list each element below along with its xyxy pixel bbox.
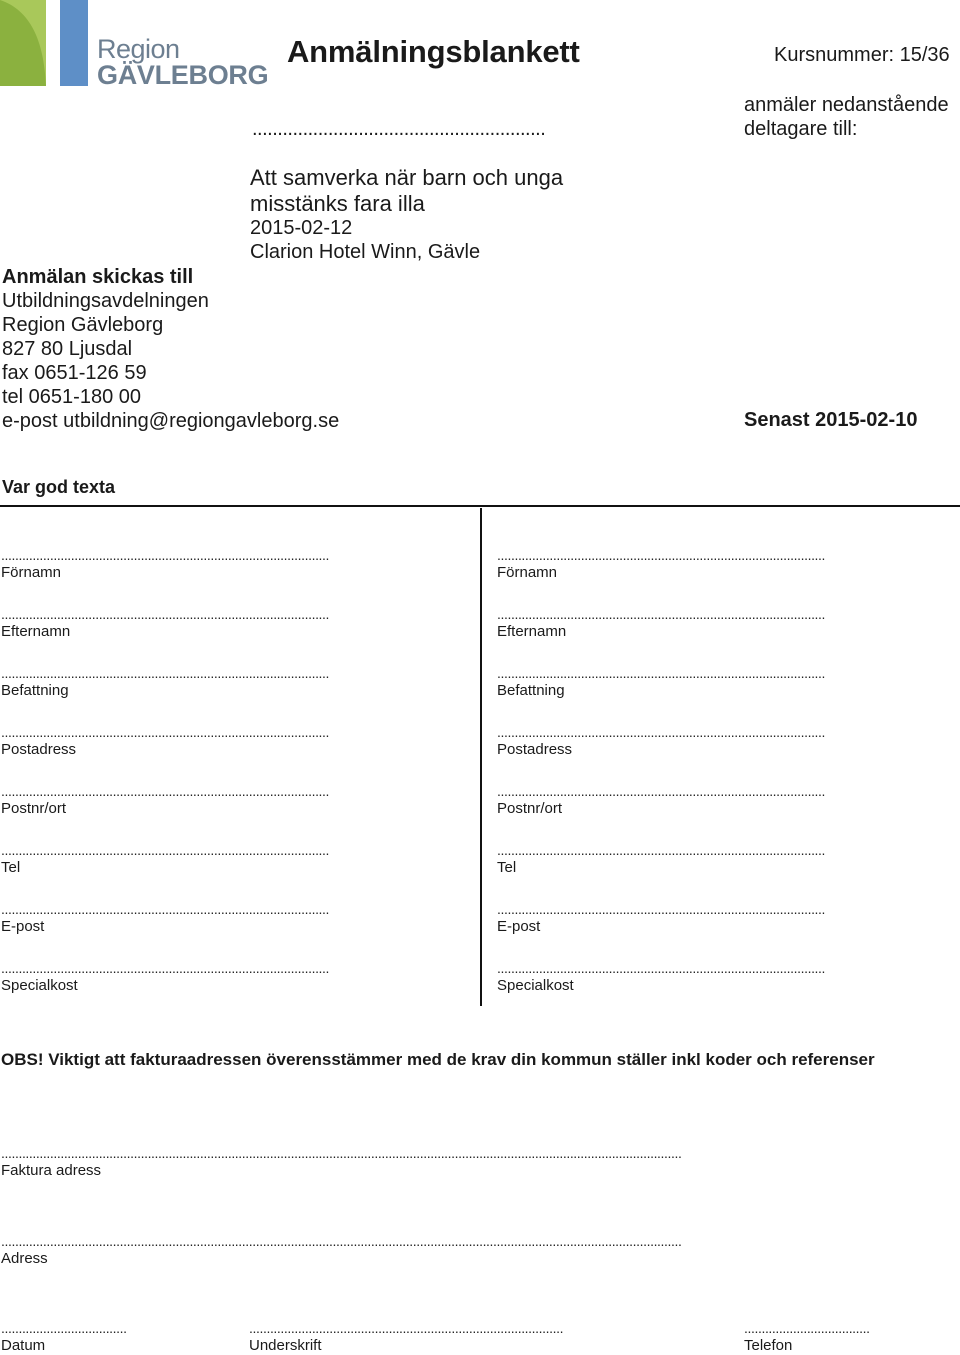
- participant-1-fields: [1, 548, 451, 1020]
- field-label: Tel: [1, 859, 21, 876]
- field-label: Efternamn: [497, 623, 567, 640]
- fill-line[interactable]: ..........................................................................................: [249, 1321, 564, 1335]
- field-label: Efternamn: [1, 623, 71, 640]
- field-label: Postadress: [1, 741, 77, 758]
- region-gavleborg-logo: [0, 0, 269, 92]
- field-label: E-post: [1, 918, 45, 935]
- phone-field[interactable]: [497, 843, 947, 902]
- first-name-field[interactable]: [1, 548, 451, 607]
- field-label: Befattning: [1, 682, 69, 699]
- field-label: Förnamn: [497, 564, 558, 581]
- position-field[interactable]: [497, 666, 947, 725]
- course-name: Att samverka när barn och unga misstänks fara illa: [250, 165, 564, 216]
- field-label: Specialkost: [1, 977, 78, 994]
- form-title: Anmälningsblankett: [287, 34, 580, 69]
- logo-mark-icon: [0, 0, 92, 90]
- instruction-text: Var god texta: [2, 477, 116, 497]
- fill-line[interactable]: ..............................................................................................: [497, 666, 826, 680]
- invoice-notice: OBS! Viktigt att fakturaadressen överensstämmer med de krav din kommun ställer inkl koder och referenser: [1, 1050, 875, 1069]
- email-field[interactable]: [1, 902, 451, 961]
- position-field[interactable]: [1, 666, 451, 725]
- fill-line[interactable]: ..............................................................................................: [1, 548, 330, 562]
- field-label: Postnr/ort: [497, 800, 563, 817]
- course-place: Clarion Hotel Winn, Gävle: [250, 241, 481, 263]
- fill-line[interactable]: ..............................................................................................: [497, 725, 826, 739]
- field-label: Postadress: [497, 741, 573, 758]
- first-name-field[interactable]: [497, 548, 947, 607]
- field-label: E-post: [497, 918, 541, 935]
- deadline: Senast 2015-02-10: [744, 409, 918, 431]
- fill-line[interactable]: ..............................................................................................: [497, 843, 826, 857]
- field-label: Tel: [497, 859, 517, 876]
- fill-line[interactable]: ....................................: [744, 1321, 870, 1335]
- fill-line[interactable]: ..............................................................................................: [1, 843, 330, 857]
- special-diet-field[interactable]: [1, 961, 451, 1020]
- divider-horizontal: [0, 505, 960, 507]
- fill-line[interactable]: ..............................................................................................: [1, 961, 330, 975]
- fill-line[interactable]: ..............................................................................................: [497, 784, 826, 798]
- postcode-city-field[interactable]: [1, 784, 451, 843]
- course-date: 2015-02-12: [250, 217, 353, 239]
- fill-line[interactable]: ..............................................................................................: [1, 902, 330, 916]
- logo-gavleborg-text: GÄVLEBORG: [97, 60, 269, 90]
- field-label: Specialkost: [497, 977, 574, 994]
- send-to-line: fax 0651-126 59: [2, 362, 147, 384]
- fill-line[interactable]: ...................................................................................................................................................................................................: [1, 1234, 682, 1248]
- date-field[interactable]: [1, 1321, 161, 1355]
- send-to-line: Utbildningsavdelningen: [2, 290, 209, 312]
- fill-line[interactable]: ....................................: [1, 1321, 127, 1335]
- field-label: Faktura adress: [1, 1162, 102, 1179]
- fill-line[interactable]: ..............................................................................................: [1, 607, 330, 621]
- participant-2-fields: [497, 548, 947, 1020]
- fill-line[interactable]: ..............................................................................................: [1, 666, 330, 680]
- last-name-field[interactable]: [497, 607, 947, 666]
- postal-address-field[interactable]: [1, 725, 451, 784]
- postal-address-field[interactable]: [497, 725, 947, 784]
- field-label: Telefon: [744, 1337, 793, 1354]
- field-label: Adress: [1, 1250, 48, 1267]
- email-field[interactable]: [497, 902, 947, 961]
- fill-line[interactable]: ..............................................................................................: [497, 548, 826, 562]
- field-label: Förnamn: [1, 564, 62, 581]
- special-diet-field[interactable]: [497, 961, 947, 1020]
- postcode-city-field[interactable]: [497, 784, 947, 843]
- send-to-heading: Anmälan skickas till: [2, 266, 194, 288]
- send-to-line: 827 80 Ljusdal: [2, 338, 133, 360]
- registers-text: anmäler nedanstående deltagare till:: [744, 94, 949, 140]
- field-label: Datum: [1, 1337, 46, 1354]
- divider-vertical: [480, 508, 482, 1006]
- last-name-field[interactable]: [1, 607, 451, 666]
- phone-field[interactable]: [1, 843, 451, 902]
- fill-line[interactable]: ..............................................................................................: [497, 607, 826, 621]
- signature-field[interactable]: [249, 1321, 669, 1355]
- phone-signature-field[interactable]: [744, 1321, 944, 1355]
- field-label: Postnr/ort: [1, 800, 67, 817]
- field-label: Underskrift: [249, 1337, 322, 1354]
- send-to-line: tel 0651-180 00: [2, 386, 142, 408]
- fill-line[interactable]: ..............................................................................................: [1, 784, 330, 798]
- fill-line[interactable]: ...................................................................................................................................................................................................: [1, 1146, 682, 1160]
- fill-line[interactable]: ..............................................................................................: [497, 902, 826, 916]
- fill-line[interactable]: ..............................................................................................: [497, 961, 826, 975]
- address-field[interactable]: [1, 1234, 946, 1268]
- field-label: Befattning: [497, 682, 565, 699]
- organization-field[interactable]: ..........................................................: [252, 118, 546, 140]
- course-number: Kursnummer: 15/36: [774, 44, 950, 66]
- send-to-line: Region Gävleborg: [2, 314, 164, 336]
- fill-line[interactable]: ..............................................................................................: [1, 725, 330, 739]
- invoice-address-field[interactable]: [1, 1146, 946, 1180]
- send-to-block: [2, 265, 339, 433]
- logo-region-text: Region: [97, 34, 180, 64]
- send-to-email: e-post utbildning@regiongavleborg.se: [2, 410, 340, 432]
